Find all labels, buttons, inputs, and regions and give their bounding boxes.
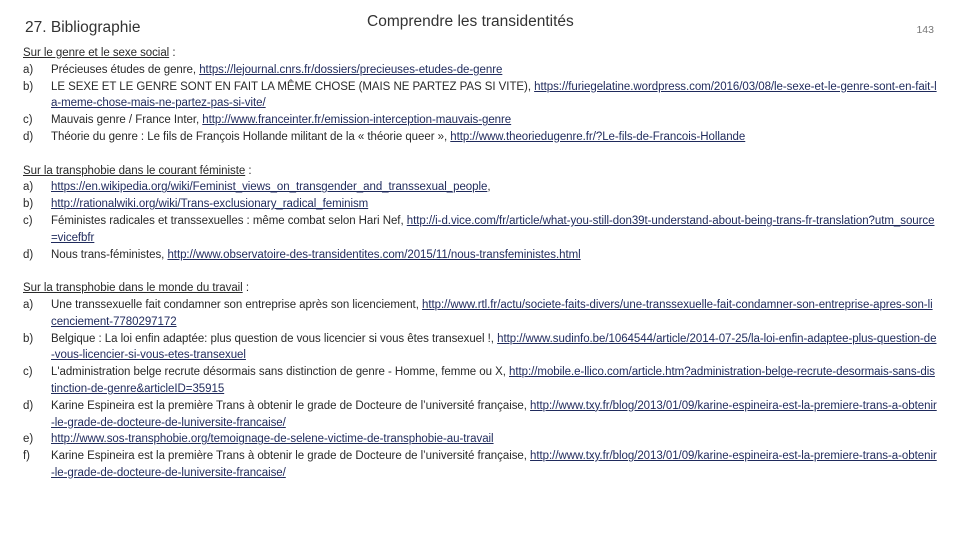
section-title: Sur la transphobie dans le monde du travail : [23, 282, 249, 295]
item-text: L'administration belge recrute désormais sans distinction de genre - Homme, femme ou X, [51, 366, 510, 379]
list-item [23, 364, 938, 398]
item-text: Théorie du genre : Le fils de François Hollande militant de la « théorie queer », [51, 130, 451, 143]
list-item [23, 331, 938, 365]
item-text: Karine Espineira est la première Trans à obtenir le grade de Docteure de l’université française, [51, 450, 531, 463]
reference-link[interactable]: http://www.sos-transphobie.org/temoignage-de-selene-victime-de-transphobie-au-travail [51, 433, 494, 446]
reference-link[interactable]: https://en.wikipedia.org/wiki/Feminist_views_on_transgender_and_transsexual_people [51, 181, 488, 194]
reference-link[interactable]: http://rationalwiki.org/wiki/Trans-exclusionary_radical_feminism [51, 198, 369, 211]
reference-link[interactable]: http://www.theoriedugenre.fr/?Le-fils-de-Francois-Hollande [450, 130, 746, 143]
list-item [23, 196, 938, 213]
item-label: c) [23, 366, 33, 379]
item-label: c) [23, 114, 33, 127]
item-label: a) [23, 181, 34, 194]
reference-link[interactable]: https://lejournal.cnrs.fr/dossiers/precieuses-etudes-de-genre [199, 63, 503, 76]
list-item [23, 213, 938, 247]
list-item [23, 448, 938, 482]
list-item [23, 247, 938, 264]
reference-link[interactable]: http://www.txy.fr/blog/2013/01/09/karine-espineira-est-la-premiere-trans-a-obtenir-le-grade-de-docteure-de-luniversite-francaise/ [51, 450, 937, 479]
item-label: a) [23, 63, 34, 76]
item-label: d) [23, 248, 34, 261]
item-label: e) [23, 433, 34, 446]
list-item [23, 431, 938, 448]
reference-link[interactable]: http://www.observatoire-des-transidentites.com/2015/11/nous-transfeministes.html [167, 248, 581, 261]
reference-link[interactable]: http://www.txy.fr/blog/2013/01/09/karine-espineira-est-la-premiere-trans-a-obtenir-le-grade-de-docteure-de-luniversite-francaise/ [51, 399, 937, 429]
page-number: 143 [916, 24, 934, 36]
reference-link[interactable]: http://www.franceinter.fr/emission-interception-mauvais-genre [202, 114, 512, 127]
list-item: a) https://en.wikipedia.org/wiki/Feminist_views_on_transgender_and_transsexual_people, [23, 179, 938, 196]
section-title: Sur le genre et le sexe social : [23, 47, 176, 59]
item-label: a) [23, 298, 34, 311]
item-label: b) [23, 80, 34, 93]
reference-link[interactable]: http://mobile.e-llico.com/article.htm?administration-belge-recrute-desormais-sans-distinction-de-genre&articleID=35915 [51, 366, 935, 395]
reference-link[interactable]: http://www.sudinfo.be/1064544/article/2014-07-25/la-loi-enfin-adaptee-plus-question-de-vous-licencier-si-vous-etes-transexuel [51, 332, 937, 362]
bibliography-body [23, 45, 938, 482]
reference-link[interactable]: http://i-d.vice.com/fr/article/what-you-still-don39t-understand-about-being-trans-fr-translation?utm_source=vicefbfr [51, 214, 935, 244]
item-text: Féministes radicales et transsexuelles : même combat selon Hari Nef, [51, 214, 407, 227]
item-text: Une transsexuelle fait condamner son entreprise après son licenciement, [51, 298, 422, 311]
section-travail [23, 280, 938, 482]
item-label: d) [23, 399, 34, 412]
item-text: Karine Espineira est la première Trans à obtenir le grade de Docteure de l’université française, [51, 399, 531, 412]
item-label: c) [23, 214, 33, 227]
item-label: d) [23, 130, 34, 143]
list-item [23, 129, 938, 146]
item-text: Précieuses études de genre, [51, 63, 200, 76]
item-text: Mauvais genre / France Inter, [51, 114, 203, 127]
item-text: Belgique : La loi enfin adaptée: plus question de vous licencier si vous êtes transexuel !, [51, 332, 498, 345]
item-text: Nous trans-féministes, [51, 248, 168, 261]
item-label: b) [23, 332, 34, 345]
list-item [23, 79, 938, 113]
section-feminisme [23, 163, 938, 264]
reference-link[interactable]: https://furiegelatine.wordpress.com/2016/03/08/le-sexe-et-le-genre-sont-en-fait-la-meme-chose-mais-ne-partez-pas-si-vite/ [51, 80, 937, 110]
section-heading: 27. Bibliographie [25, 19, 141, 36]
list-item [23, 112, 938, 129]
slide-title: Comprendre les transidentités [367, 13, 574, 30]
item-label: b) [23, 198, 34, 211]
item-text: LE SEXE ET LE GENRE SONT EN FAIT LA MÊME CHOSE (MAIS NE PARTEZ PAS SI VITE), [51, 80, 535, 93]
section-genre [23, 45, 938, 146]
section-title: Sur la transphobie dans le courant féministe : [23, 164, 252, 177]
reference-link[interactable]: http://www.rtl.fr/actu/societe-faits-divers/une-transsexuelle-fait-condamner-son-entreprise-apres-son-licenciement-7780297172 [51, 298, 933, 328]
list-item [23, 62, 938, 79]
list-item [23, 398, 938, 432]
item-label: f) [23, 450, 30, 463]
list-item [23, 297, 938, 331]
